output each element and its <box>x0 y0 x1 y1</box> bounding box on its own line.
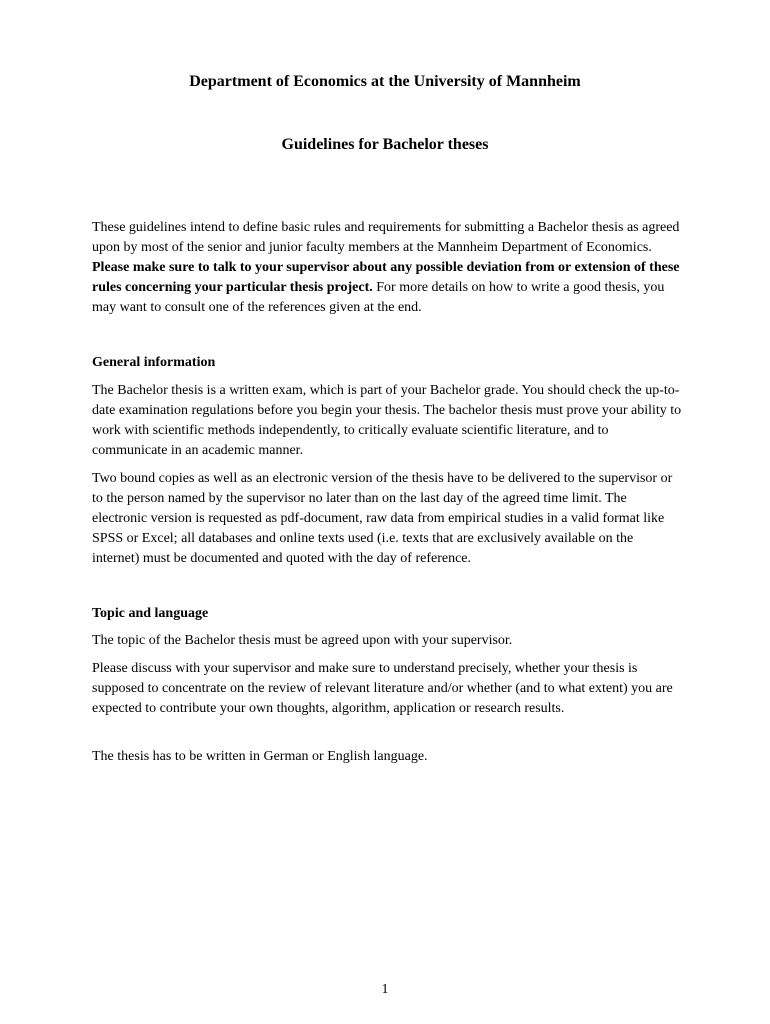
paragraph-text: Two bound copies as well as an electronic version of the thesis have to be delivered to the supervisor or to the person named by the supervisor no later than on the last day of the agreed time limit. The electronic version is requested as pdf-document, raw data from empirical studies in a valid format like SPSS or Excel; all databases and online texts used (i.e. texts that are exclusively available on the internet) must be documented and quoted with the day of reference. <box>92 471 673 566</box>
topic-paragraph-3 <box>92 747 682 767</box>
document-subtitle: Guidelines for Bachelor theses <box>281 136 489 153</box>
intro-text-start: These guidelines intend to define basic rules and requirements for submitting a Bachelor thesis as agreed upon by most of the senior and junior faculty members at the Mannheim Department of Economics. <box>92 220 680 255</box>
paragraph-text: Please discuss with your supervisor and make sure to understand precisely, whether your thesis is supposed to concentrate on the review of relevant literature and/or whether (and to what extent) you are expected to contribute your own thoughts, algorithm, application or research results. <box>92 661 673 716</box>
document-title: Department of Economics at the University of Mannheim <box>189 73 581 90</box>
section-heading-topic-and-language: Topic and language <box>92 606 209 621</box>
topic-paragraph-2 <box>92 659 682 719</box>
intro-bold-notice: Please make sure to talk to your supervisor about any possible deviation from or extension of these rules concerning your particular thesis project. <box>92 260 680 295</box>
intro-text-end: For more details on how to write a good thesis, you may want to consult one of the references given at the end. <box>92 280 665 315</box>
general-paragraph-1 <box>92 381 682 461</box>
intro-paragraph <box>92 218 682 318</box>
paragraph-text: The thesis has to be written in German or English language. <box>92 749 428 764</box>
page-number: 1 <box>381 982 389 997</box>
paragraph-text: The topic of the Bachelor thesis must be agreed upon with your supervisor. <box>92 633 513 648</box>
section-heading-general-information: General information <box>92 355 216 370</box>
general-paragraph-2 <box>92 469 682 569</box>
topic-paragraph-1 <box>92 631 682 651</box>
paragraph-text: The Bachelor thesis is a written exam, which is part of your Bachelor grade. You should check the up-to-date examination regulations before you begin your thesis. The bachelor thesis must prove your ability to work with scientific methods independently, to critically evaluate scientific literature, and to communicate in an academic manner. <box>92 383 682 458</box>
